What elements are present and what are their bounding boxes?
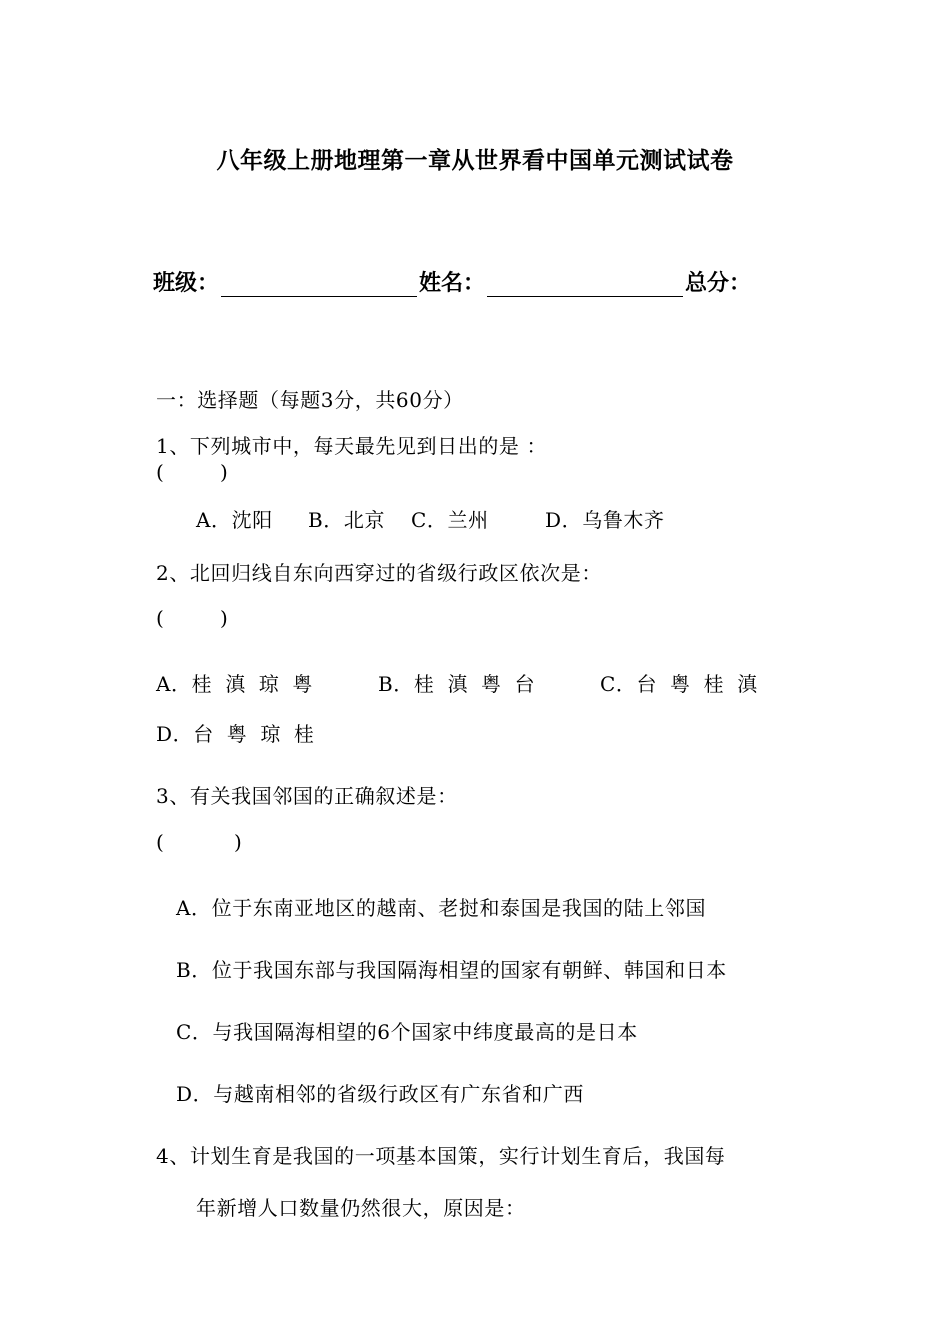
question-2-option-d: D．台 粤 琼 桂 <box>156 722 315 746</box>
name-blank <box>487 270 683 297</box>
name-label: 姓名： <box>419 270 486 296</box>
page-title: 八年级上册地理第一章从世界看中国单元测试试卷 <box>216 147 734 174</box>
question-1-stem: 1、下列城市中，每天最先见到日出的是 ： <box>156 434 548 458</box>
question-3-option-c: C．与我国隔海相望的6个国家中纬度最高的是日本 <box>176 1020 638 1044</box>
question-2-stem: 2、北回归线自东向西穿过的省级行政区依次是： <box>156 561 602 585</box>
question-2-option-b: B．桂 滇 粤 台 <box>378 672 536 696</box>
question-2-option-a: A．桂 滇 琼 粤 <box>156 672 313 696</box>
question-3-option-b: B．位于我国东部与我国隔海相望的国家有朝鲜、韩国和日本 <box>176 958 727 982</box>
question-3-answer-paren: ( ) <box>156 830 243 854</box>
class-label: 班级： <box>153 270 220 296</box>
question-3-stem: 3、有关我国邻国的正确叙述是： <box>156 784 458 808</box>
question-1-answer-paren: ( ) <box>156 460 229 484</box>
question-2-option-c: C．台 粤 桂 滇 <box>600 672 758 696</box>
question-4-stem-line-2: 年新增人口数量仍然很大，原因是： <box>196 1196 526 1220</box>
question-4-stem-line-1: 4、计划生育是我国的一项基本国策，实行计划生育后，我国每 <box>156 1144 726 1168</box>
question-1-option-a: A．沈阳 <box>196 508 273 532</box>
question-1-option-c: C．兰州 <box>411 508 489 532</box>
section-heading: 一：选择题（每题3分，共60分） <box>156 388 464 412</box>
question-1-option-b: B．北京 <box>308 508 386 532</box>
student-info-line <box>153 266 751 297</box>
question-3-option-a: A．位于东南亚地区的越南、老挝和泰国是我国的陆上邻国 <box>176 896 707 920</box>
question-2-answer-paren: ( ) <box>156 606 229 630</box>
class-blank <box>221 270 417 297</box>
question-3-option-d: D．与越南相邻的省级行政区有广东省和广西 <box>176 1082 585 1106</box>
score-label: 总分： <box>685 270 752 296</box>
question-1-option-d: D．乌鲁木齐 <box>545 508 665 532</box>
